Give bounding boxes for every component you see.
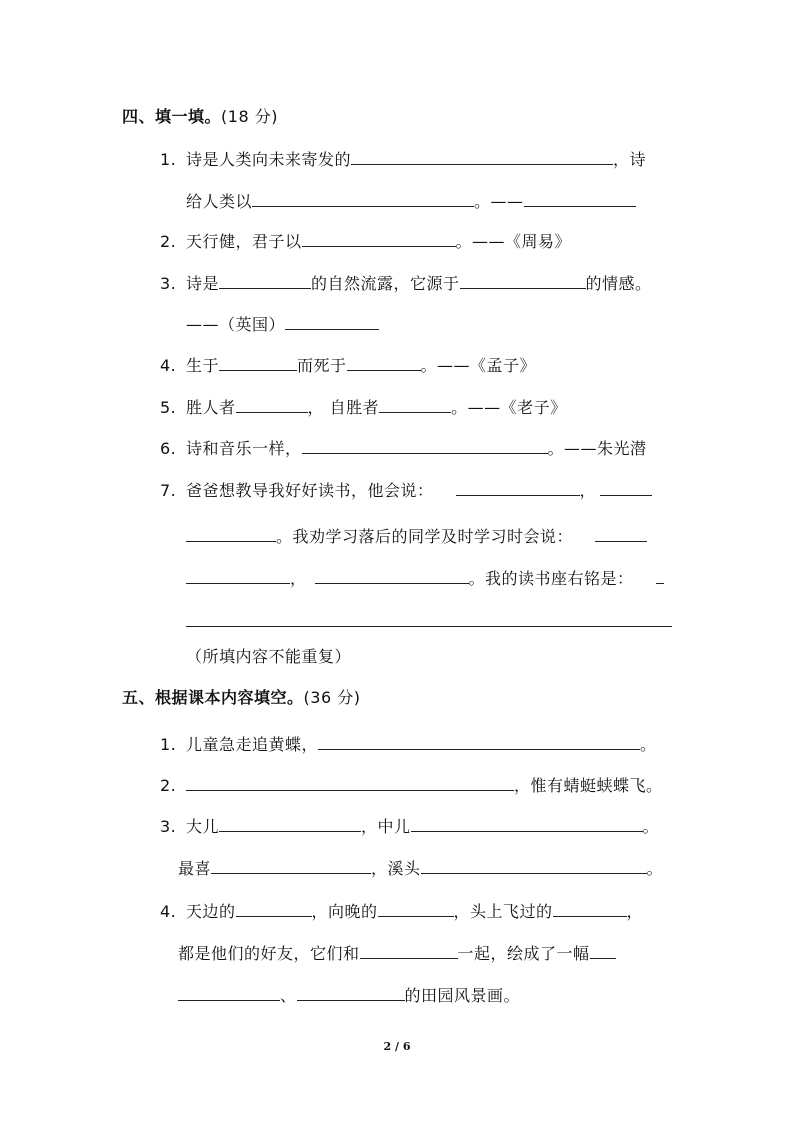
answer-blank[interactable] [236, 900, 312, 917]
question-5-4-line3 [178, 984, 520, 1007]
question-text: 。—— [474, 192, 524, 211]
question-4-7-line4 [186, 610, 672, 633]
question-text: ，头上飞过的 [453, 902, 553, 921]
answer-blank[interactable] [524, 190, 636, 207]
question-number: 2. [160, 232, 177, 251]
question-text: 的自然流露，它源于 [311, 274, 460, 293]
question-text: 。 [642, 817, 660, 836]
question-5-3-line1 [160, 815, 659, 838]
question-text: 儿童急走追黄蝶， [186, 735, 319, 754]
question-text: 诗是人类向未来寄发的 [186, 150, 352, 169]
question-4-7-line3 [186, 567, 664, 590]
question-text: ， 自胜者 [307, 398, 380, 417]
question-text: 。 [646, 859, 664, 878]
question-5-4-line2 [178, 942, 616, 965]
question-text: ， [626, 902, 644, 921]
question-text: 的情感。 [585, 274, 652, 293]
question-text: 天行健，君子以 [186, 232, 302, 251]
question-4-4 [160, 354, 536, 377]
question-number: 4. [160, 356, 177, 375]
answer-blank[interactable] [318, 733, 640, 750]
question-number: 2. [160, 776, 177, 795]
section-5-heading [122, 687, 360, 709]
question-text: 。——《周易》 [455, 232, 572, 251]
question-number: 7. [160, 481, 177, 500]
question-text: ， [579, 481, 597, 500]
answer-blank[interactable] [186, 567, 290, 584]
question-number: 6. [160, 439, 177, 458]
question-text: 而死于 [297, 356, 347, 375]
answer-blank[interactable] [178, 984, 280, 1001]
answer-blank[interactable] [186, 610, 672, 627]
answer-blank[interactable] [600, 479, 652, 496]
question-number: 1. [160, 150, 177, 169]
question-text: 爸爸想教导我好好读书，他会说： [186, 481, 434, 500]
answer-blank[interactable] [553, 900, 627, 917]
answer-blank[interactable] [379, 396, 451, 413]
answer-blank[interactable] [219, 815, 361, 832]
answer-blank[interactable] [186, 774, 514, 791]
question-4-1-line2 [186, 190, 636, 213]
answer-blank[interactable] [421, 857, 647, 874]
question-number: 4. [160, 902, 177, 921]
question-text: 。——朱光潜 [547, 439, 647, 458]
answer-blank[interactable] [595, 525, 647, 542]
question-text: 大儿 [186, 817, 220, 836]
answer-blank[interactable] [456, 479, 580, 496]
question-4-3-line2 [186, 313, 379, 336]
question-text: ， [290, 569, 307, 588]
section-4-heading [122, 106, 278, 128]
question-4-7-note [186, 646, 351, 668]
question-text: 胜人者 [186, 398, 236, 417]
answer-blank[interactable] [302, 437, 548, 454]
question-4-5 [160, 396, 567, 419]
question-text: 。——《老子》 [451, 398, 567, 417]
question-text: 诗是 [186, 274, 220, 293]
question-text: 。我劝学习落后的同学及时学习时会说： [276, 527, 574, 546]
question-text: 的田园风景画。 [404, 986, 521, 1005]
answer-blank[interactable] [297, 984, 405, 1001]
answer-blank[interactable] [285, 313, 379, 330]
answer-blank[interactable] [236, 396, 308, 413]
answer-blank[interactable] [219, 272, 311, 289]
question-text: 生于 [186, 356, 220, 375]
question-4-7-line2 [186, 525, 647, 548]
section-5-title: 五、根据课本内容填空。 [122, 688, 304, 707]
question-5-4-line1 [160, 900, 643, 923]
question-number: 3. [160, 817, 177, 836]
question-4-3-line1 [160, 272, 652, 295]
question-5-3-line2 [178, 857, 663, 880]
question-text: ，溪头 [371, 859, 421, 878]
question-text: ——（英国） [186, 315, 286, 334]
answer-blank[interactable] [252, 190, 474, 207]
question-text: ，向晚的 [311, 902, 378, 921]
question-text: 。——《孟子》 [420, 356, 537, 375]
note-text: （所填内容不能重复） [186, 647, 352, 666]
answer-blank[interactable] [186, 525, 276, 542]
answer-blank[interactable] [347, 354, 421, 371]
question-text: ，诗 [613, 150, 647, 169]
answer-blank[interactable] [460, 272, 586, 289]
question-text: ，中儿 [361, 817, 411, 836]
section-5-score: (36 分) [303, 688, 361, 707]
question-text: 。 [640, 735, 657, 754]
answer-blank[interactable] [360, 942, 458, 959]
question-4-7-line1 [160, 479, 652, 502]
page-number: 2 / 6 [383, 1040, 411, 1053]
question-number: 3. [160, 274, 177, 293]
question-5-2 [160, 774, 663, 797]
question-text: 、 [280, 986, 297, 1005]
question-text: 一起，绘成了一幅 [457, 944, 590, 963]
answer-blank[interactable] [411, 815, 643, 832]
question-text: ，惟有蜻蜓蛱蝶飞。 [514, 776, 663, 795]
question-text: 给人类以 [186, 192, 253, 211]
answer-blank[interactable] [590, 942, 616, 959]
answer-blank[interactable] [219, 354, 297, 371]
question-text: 天边的 [186, 902, 236, 921]
answer-blank[interactable] [211, 857, 371, 874]
question-text: 。我的读书座右铭是： [468, 569, 634, 588]
answer-blank[interactable] [302, 230, 456, 247]
question-4-6 [160, 437, 647, 460]
section-4-title: 四、填一填。 [122, 107, 222, 126]
answer-blank[interactable] [378, 900, 454, 917]
question-text: 都是他们的好友，它们和 [178, 944, 360, 963]
question-4-1-line1 [160, 148, 646, 171]
question-number: 1. [160, 735, 177, 754]
question-5-1 [160, 733, 657, 756]
answer-blank[interactable] [351, 148, 613, 165]
answer-blank[interactable] [656, 567, 664, 584]
answer-blank[interactable] [315, 567, 469, 584]
question-4-2 [160, 230, 571, 253]
question-text: 诗和音乐一样， [186, 439, 302, 458]
question-number: 5. [160, 398, 177, 417]
question-text: 最喜 [178, 859, 212, 878]
section-4-score: (18 分) [221, 107, 278, 126]
